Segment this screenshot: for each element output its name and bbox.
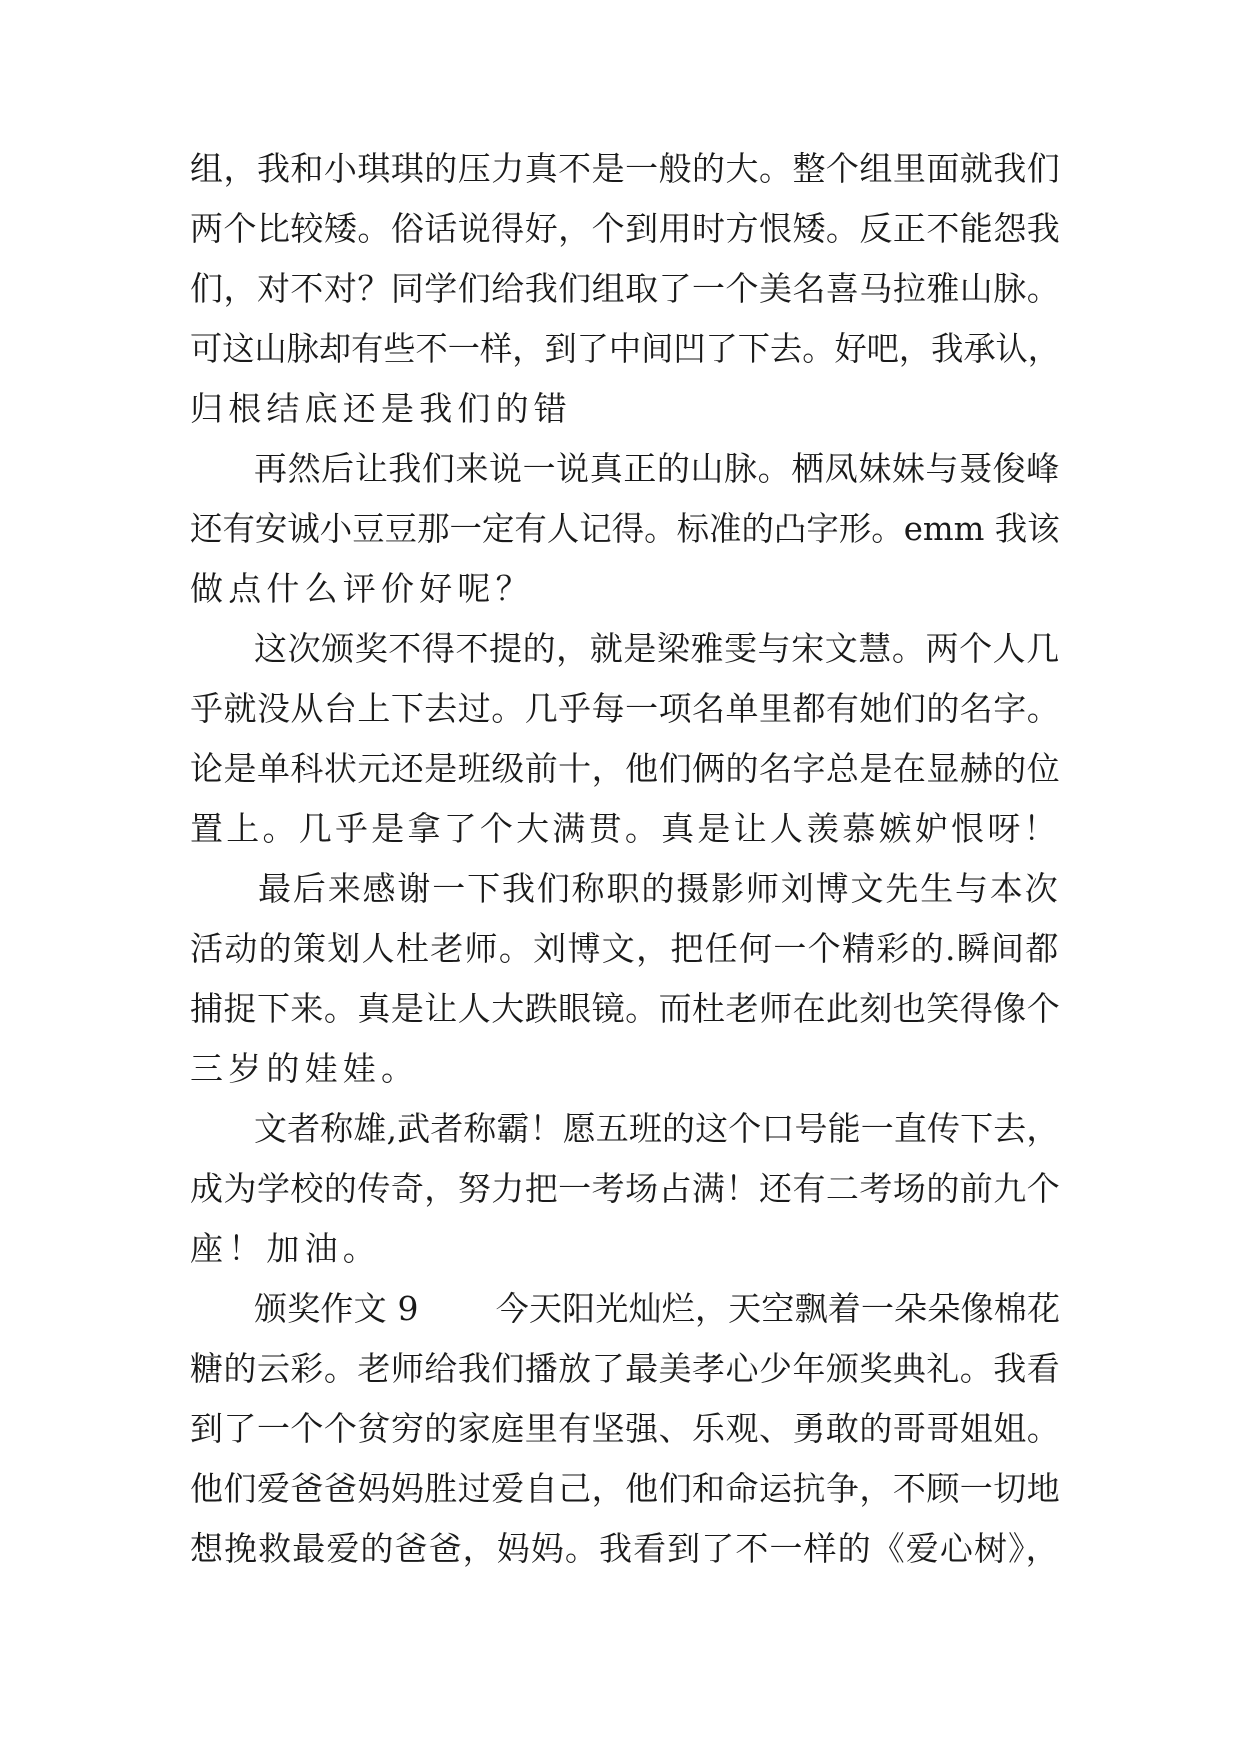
- text-line: 到了一个个贫穷的家庭里有坚强、乐观、勇敢的哥哥姐姐。: [190, 1409, 1061, 1448]
- text-line: 想挽救最爱的爸爸，妈妈。我看到了不一样的《爱心树》，: [190, 1529, 1060, 1568]
- text-line: 活动的策划人杜老师。刘博文，把任何一个精彩的.瞬间都: [190, 929, 1060, 968]
- text-line: 糖的云彩。老师给我们播放了最美孝心少年颁奖典礼。我看: [190, 1349, 1061, 1388]
- text-line: 座！加油。: [190, 1229, 381, 1268]
- text-line: 乎就没从台上下去过。几乎每一项名单里都有她们的名字。: [190, 689, 1061, 728]
- text-line: 论是单科状元还是班级前十，他们俩的名字总是在显赫的位: [190, 749, 1061, 788]
- text-line: 置上。几乎是拿了个大满贯。真是让人羡慕嫉妒恨呀！: [190, 809, 1060, 848]
- text-line: 做点什么评价好呢？: [190, 569, 534, 608]
- text-line: 可这山脉却有些不一样，到了中间凹了下去。好吧，我承认，: [190, 329, 1060, 368]
- text-line: 组，我和小琪琪的压力真不是一般的大。整个组里面就我们: [190, 149, 1061, 188]
- text-line: 成为学校的传奇，努力把一考场占满！还有二考场的前九个: [190, 1169, 1061, 1208]
- paragraph-first-line: 颁奖作文 9 今天阳光灿烂，天空飘着一朵朵像棉花: [254, 1289, 1061, 1328]
- text-line: 们，对不对？同学们给我们组取了一个美名喜马拉雅山脉。: [190, 269, 1061, 308]
- paragraph-first-line: 文者称雄,武者称霸！愿五班的这个口号能一直传下去，: [254, 1109, 1060, 1148]
- text-line: 归根结底还是我们的错: [190, 389, 572, 428]
- paragraph-first-line: 这次颁奖不得不提的，就是梁雅雯与宋文慧。两个人几: [254, 629, 1060, 668]
- paragraph-first-line: 再然后让我们来说一说真正的山脉。栖凤妹妹与聂俊峰: [254, 449, 1060, 488]
- text-line: 还有安诚小豆豆那一定有人记得。标准的凸字形。emm 我该: [190, 509, 1060, 548]
- text-line: 两个比较矮。俗话说得好，个到用时方恨矮。反正不能怨我: [190, 209, 1061, 248]
- paragraph-first-line: 最后来感谢一下我们称职的摄影师刘博文先生与本次: [258, 869, 1060, 908]
- text-line: 他们爱爸爸妈妈胜过爱自己，他们和命运抗争，不顾一切地: [190, 1469, 1061, 1508]
- text-line: 三岁的娃娃。: [190, 1049, 420, 1088]
- text-line: 捕捉下来。真是让人大跌眼镜。而杜老师在此刻也笑得像个: [190, 989, 1061, 1028]
